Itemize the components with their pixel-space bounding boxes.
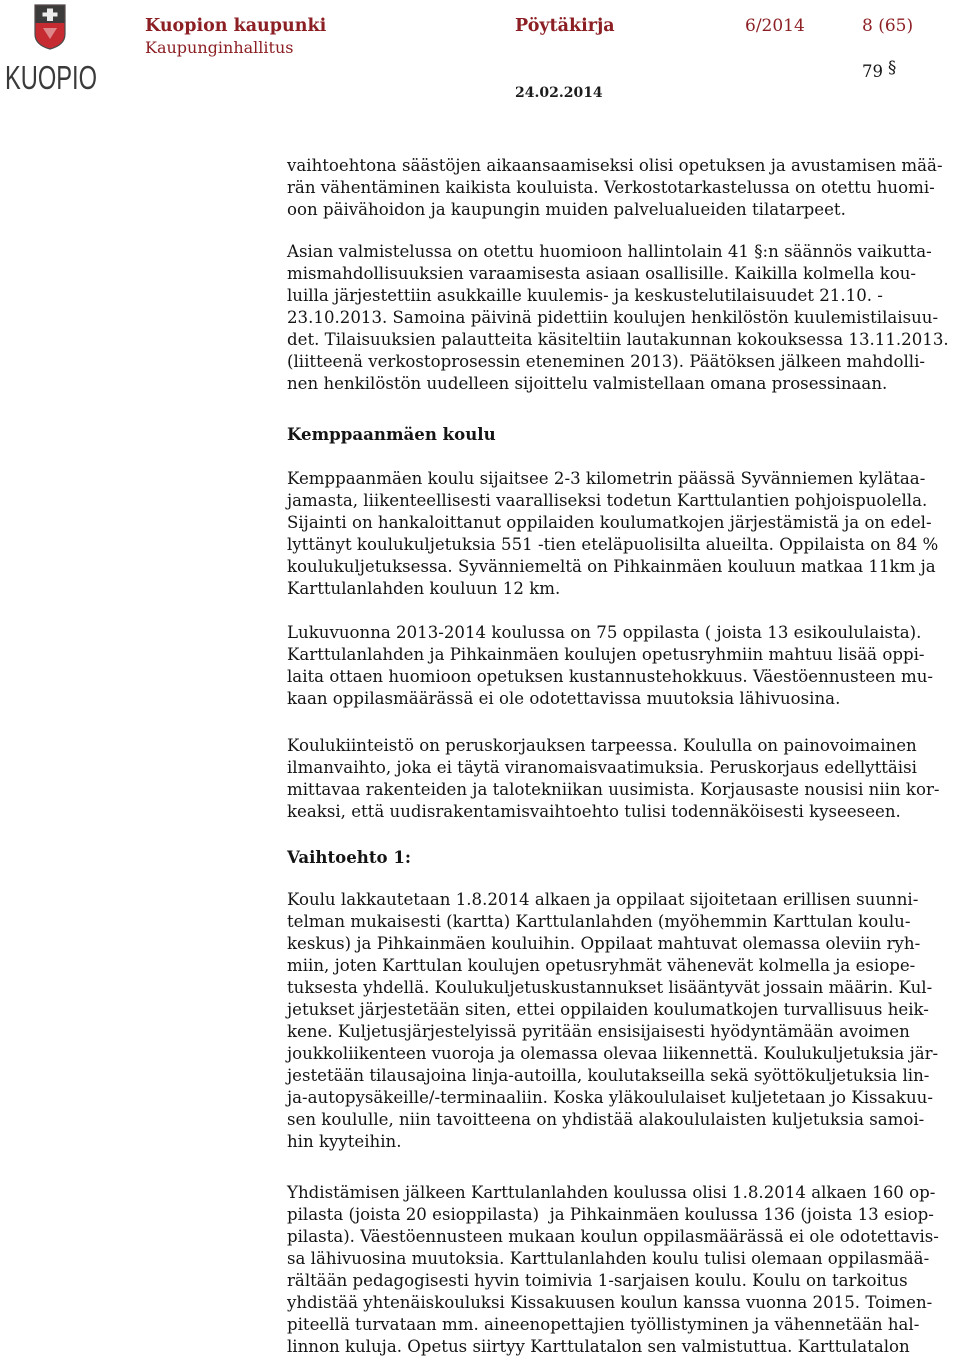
text-line: mismahdollisuuksien varaamisesta asiaan osallisille. Kaikilla kolmella kou- (287, 264, 917, 283)
paragraph-merger (287, 1182, 957, 1358)
text-line: jetukset järjestetään siten, ettei oppilaiden koulumatkojen turvallisuus heik- (287, 1000, 929, 1019)
text-line: nen henkilöstön uudelleen sijoittelu valmistellaan omana prosessinaan. (287, 374, 888, 393)
text-line: piteellä turvataan mm. aineenopettajien työllistyminen ja vähennetään hal- (287, 1315, 920, 1334)
text-line: rältään pedagogisesti hyvin toimivia 1-sarjaisen koulu. Koulu on tarkoitus (287, 1271, 908, 1290)
section-heading-school (287, 423, 957, 445)
section-heading-option (287, 846, 957, 868)
heading-text: Kemppaanmäen koulu (287, 424, 496, 444)
text-line: pilasta). Väestöennusteen mukaan koulun oppilasmäärässä ei ole odotettavis- (287, 1227, 939, 1246)
text-line: mittavaa rakenteiden ja talotekniikan uusimista. Korjausaste nousisi niin kor- (287, 780, 940, 799)
text-line: hin kyyteihin. (287, 1132, 402, 1151)
text-line: pilasta (joista 20 esioppilasta) ja Pihkainmäen koulussa 136 (joista 13 esiop- (287, 1205, 934, 1224)
organization-unit: Kaupunginhallitus (145, 38, 294, 57)
meeting-number: 6/2014 (745, 16, 805, 36)
text-line: yhdistää yhtenäiskouluksi Kissakuusen koulun kanssa vuonna 2015. Toimen- (287, 1293, 933, 1312)
text-line: Koulu lakkautetaan 1.8.2014 alkaen ja oppilaat sijoitetaan erillisen suunni- (287, 890, 919, 909)
heading-text: Vaihtoehto 1: (287, 847, 412, 867)
meeting-date: 24.02.2014 (515, 85, 603, 101)
text-line: koulukuljetuksessa. Syvänniemeltä on Pihkainmäen kouluun matkaa 11km ja (287, 557, 936, 576)
text-line: Lukuvuonna 2013-2014 koulussa on 75 oppilasta ( joista 13 esikoululaista). (287, 623, 922, 642)
text-line: Koulukiinteistö on peruskorjauksen tarpeessa. Koululla on painovoimainen (287, 736, 917, 755)
paragraph-consultation (287, 241, 957, 395)
text-line: ilmanvaihto, joka ei täytä viranomaisvaatimuksia. Peruskorjaus edellyttäisi (287, 758, 917, 777)
text-line: joukkoliikenteen vuoroja ja olemassa olevaa liikennettä. Koulukuljetuksia jär- (287, 1044, 939, 1063)
text-line: rän vähentäminen kaikista kouluista. Verkostotarkastelussa on otettu huomi- (287, 178, 935, 197)
organization-name: Kuopion kaupunki (145, 16, 327, 36)
text-line: det. Tilaisuuksien palautteita käsiteltiin lautakunnan kokouksessa 13.11.2013. (287, 330, 949, 349)
document-type: Pöytäkirja (515, 16, 615, 36)
kuopio-logo (5, 59, 97, 96)
paragraph-option-1 (287, 889, 957, 1153)
text-line: telman mukaisesti (kartta) Karttulanlahden (myöhemmin Karttulan koulu- (287, 912, 911, 931)
text-line: Yhdistämisen jälkeen Karttulanlahden koulussa olisi 1.8.2014 alkaen 160 op- (287, 1183, 936, 1202)
text-line: keskus) ja Pihkainmäen kouluihin. Oppilaat mahtuvat olemassa oleviin ryh- (287, 934, 921, 953)
text-line: Asian valmistelussa on otettu huomioon hallintolain 41 §:n säännös vaikutta- (287, 242, 932, 261)
paragraph-pupils (287, 622, 957, 710)
page-number: 8 (65) (862, 16, 914, 36)
text-line: 23.10.2013. Samoina päivinä pidettiin koulujen henkilöstön kuulemistilaisuu- (287, 308, 939, 327)
logo-text: KUOPIO (5, 59, 97, 96)
paragraph-location (287, 468, 957, 600)
text-line: jamasta, liikenteellisesti vaaralliseksi todetun Karttulantien pohjoispuolella. (287, 491, 928, 510)
text-line: laita ottaen huomioon opetuksen kustannustehokkuus. Väestöennusteen mu- (287, 667, 933, 686)
text-line: oon päivähoidon ja kaupungin muiden palvelualueiden tilatarpeet. (287, 200, 846, 219)
section-number-value: 79 (862, 62, 883, 81)
text-line: Sijainti on hankaloittanut oppilaiden koulumatkojen järjestämistä ja on edel- (287, 513, 932, 532)
text-line: sen koululle, niin tavoitteena on yhdistää alakoululaisten kuljetuksia samoi- (287, 1110, 925, 1129)
coat-of-arms-icon (34, 4, 66, 50)
text-line: Karttulanlahden ja Pihkainmäen koulujen opetusryhmiin mahtuu lisää oppi- (287, 645, 925, 664)
paragraph-intro (287, 155, 957, 221)
text-line: sa lähivuosina muutoksia. Karttulanlahden koulu tulisi olemaan oppilasmää- (287, 1249, 930, 1268)
section-symbol: § (888, 58, 897, 77)
text-line: keaksi, että uudisrakentamisvaihtoehto tulisi todennäköisesti kyseeseen. (287, 802, 901, 821)
text-line: linnon kuluja. Opetus siirtyy Karttulatalon sen valmistuttua. Karttulatalon (287, 1337, 910, 1356)
text-line: luilla järjestettiin asukkaille kuulemis- ja keskustelutilaisuudet 21.10. - (287, 286, 883, 305)
text-line: lyttänyt koulukuljetuksia 551 -tien eteläpuolisilta alueilta. Oppilaista on 84 % (287, 535, 939, 554)
text-line: kene. Kuljetusjärjestelyissä pyritään ensisijaisesti hyödyntämään avoimen (287, 1022, 910, 1041)
text-line: Karttulanlahden kouluun 12 km. (287, 579, 561, 598)
text-line: Kemppaanmäen koulu sijaitsee 2-3 kilometrin päässä Syvänniemen kylätaa- (287, 469, 926, 488)
section-number (862, 58, 897, 81)
paragraph-building (287, 735, 957, 823)
text-line: miin, joten Karttulan koulujen opetusryhmät vähenevät kolmella ja esiope- (287, 956, 916, 975)
text-line: vaihtoehtona säästöjen aikaansaamiseksi olisi opetuksen ja avustamisen mää- (287, 156, 943, 175)
text-line: jestetään tilausajoina linja-autoilla, koulutakseilla sekä syöttökuljetuksia lin- (287, 1066, 930, 1085)
text-line: kaan oppilasmäärässä ei ole odotettavissa muutoksia lähivuosina. (287, 689, 841, 708)
text-line: ja-autopysäkeille/-terminaaliin. Koska yläkoululaiset kuljetetaan jo Kissakuu- (287, 1088, 933, 1107)
text-line: tuksesta yhdellä. Koulukuljetuskustannukset lisääntyvät jossain määrin. Kul- (287, 978, 933, 997)
text-line: (liitteenä verkostoprosessin eteneminen 2013). Päätöksen jälkeen mahdolli- (287, 352, 926, 371)
